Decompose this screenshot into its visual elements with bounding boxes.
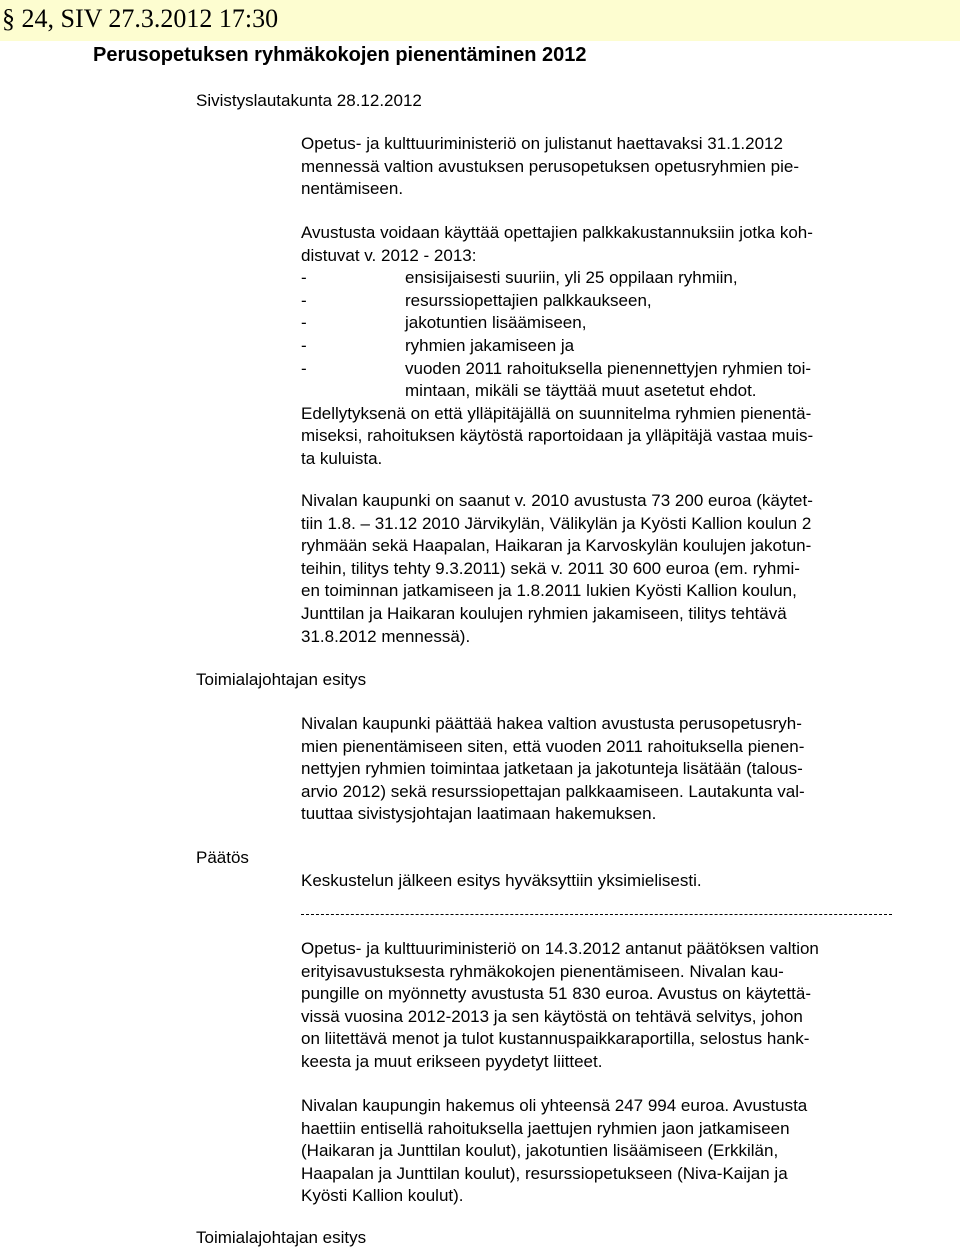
list-item: - ryhmien jakamiseen ja [301,335,891,358]
grant-line: on liitettävä menot ja tulot kustannuspaikkaraportilla, selostus hank- [301,1029,810,1049]
intro-line: Opetus- ja kulttuuriministeriö on julistanut haettavaksi 31.1.2012 [301,134,783,153]
application-line: Nivalan kaupungin hakemus oli yhteensä 247 994 euroa. Avustusta [301,1096,808,1115]
history-line: en toiminnan jatkamiseen ja 1.8.2011 lukien Kyösti Kallion koulun, [301,581,797,601]
usage-list [301,267,891,403]
section-divider [301,914,892,915]
section-reference: § 24, SIV 27.3.2012 17:30 [2,4,279,33]
condition-line: miseksi, rahoituksen käytöstä raportoidaan ja ylläpitäjä vastaa muis- [301,426,814,446]
list-dash: - [301,268,307,288]
usage-line: distuvat v. 2012 - 2013: [301,245,477,265]
proposal-line: mien pienentämiseen siten, että vuoden 2011 rahoituksella pienen- [301,736,805,756]
proposal-paragraph [301,713,891,826]
proposal-label: Toimialajohtajan esitys [196,670,367,689]
application-line: Haapalan ja Junttilan koulut), resurssiopetukseen (Niva-Kaijan ja [301,1163,788,1183]
usage-paragraph [301,222,891,471]
grant-paragraph [301,938,891,1074]
history-line: 31.8.2012 mennessä). [301,626,471,646]
proposal-line: tuuttaa sivistysjohtajan laatimaan hakemuksen. [301,804,657,824]
proposal-label-2: Toimialajohtajan esitys [196,1228,367,1247]
application-paragraph [301,1095,891,1208]
list-item: - vuoden 2011 rahoituksella pienennettyjen ryhmien toi- [301,358,891,381]
proposal-line: Nivalan kaupunki päättää hakea valtion avustusta perusopetusryh- [301,714,802,733]
history-line: tiin 1.8. – 31.12 2010 Järvikylän, Välikylän ja Kyösti Kallion koulun 2 [301,513,812,533]
list-dash: - [301,313,307,333]
history-line: teihin, tilitys tehty 9.3.2011) sekä v. 2011 30 600 euroa (em. ryhmi- [301,558,800,578]
intro-line: mennessä valtion avustuksen perusopetuksen opetusryhmien pie- [301,156,800,176]
list-item-continuation: mintaan, mikäli se täyttää muut asetetut ehdot. [405,381,757,401]
grant-line: pungille on myönnetty avustusta 51 830 euroa. Avustus on käytettä- [301,984,812,1004]
condition-line: Edellytyksenä on että ylläpitäjällä on suunnitelma ryhmien pienentä- [301,403,812,423]
application-line: haettiin entisellä rahoituksella jaettujen ryhmien jaon jatkamiseen [301,1118,790,1138]
list-item: - resurssiopettajien palkkaukseen, [301,290,891,313]
list-item: - ensisijaisesti suuriin, yli 25 oppilaan ryhmiin, [301,267,891,290]
decision-text: Keskustelun jälkeen esitys hyväksyttiin yksimielisesti. [301,871,702,890]
grant-line: erityisavustuksesta ryhmäkokojen pienentämiseen. Nivalan kau- [301,961,784,981]
document-title: Perusopetuksen ryhmäkokojen pienentäminen 2012 [93,44,587,66]
proposal-line: arvio 2012) sekä resurssiopettajan palkkaamiseen. Lautakunta val- [301,781,805,801]
intro-paragraph [301,133,891,201]
history-line: Junttilan ja Haikaran koulujen ryhmien jakamiseen, tilitys tehtävä [301,603,787,623]
history-line: Nivalan kaupunki on saanut v. 2010 avustusta 73 200 euroa (käytet- [301,491,813,510]
history-line: ryhmään sekä Haapalan, Haikaran ja Karvoskylän koulujen jakotun- [301,536,812,556]
history-paragraph [301,490,891,648]
usage-line: Avustusta voidaan käyttää opettajien palkkakustannuksiin jotka koh- [301,223,813,242]
meeting-reference: Sivistyslautakunta 28.12.2012 [196,91,422,110]
grant-line: vissä vuosina 2012-2013 ja sen käytöstä on tehtävä selvitys, johon [301,1006,803,1026]
grant-line: Opetus- ja kulttuuriministeriö on 14.3.2012 antanut päätöksen valtion [301,939,819,958]
proposal-line: nettyjen ryhmien toimintaa jatketaan ja jakotunteja lisätään (talous- [301,759,803,779]
list-dash: - [301,358,307,378]
application-line: Kyösti Kallion koulut). [301,1186,464,1206]
condition-line: ta kuluista. [301,448,383,468]
list-dash: - [301,335,307,355]
grant-line: keesta ja muut erikseen pyydetyt liitteet. [301,1051,603,1071]
decision-label: Päätös [196,848,249,867]
list-dash: - [301,290,307,310]
list-item: - jakotuntien lisäämiseen, [301,312,891,335]
intro-line: nentämiseen. [301,179,404,199]
application-line: (Haikaran ja Junttilan koulut), jakotuntien lisäämiseen (Erkkilän, [301,1141,779,1161]
